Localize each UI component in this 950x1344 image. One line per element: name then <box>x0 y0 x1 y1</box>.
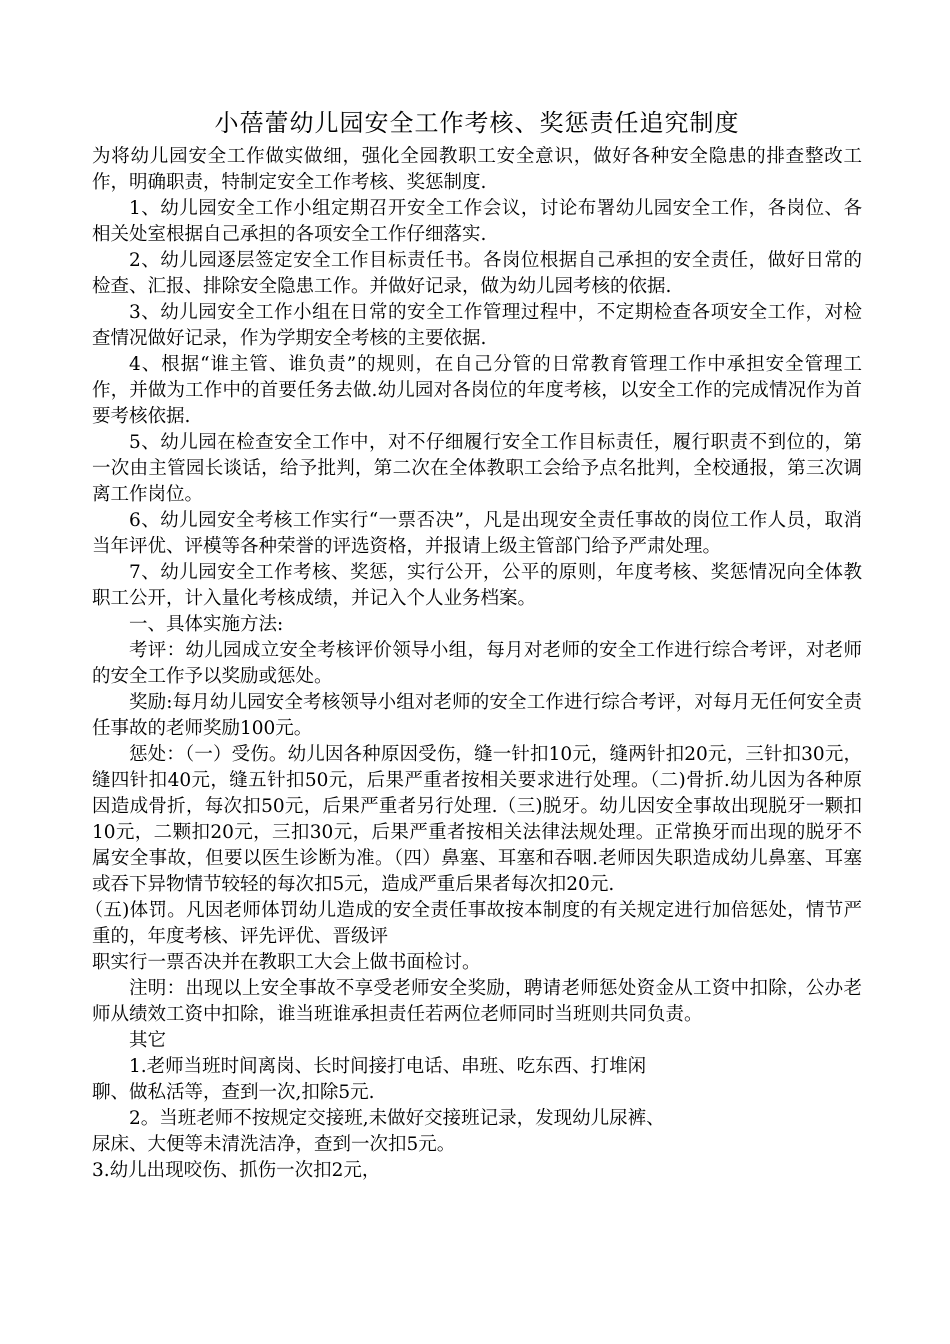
other-item-1-line-1: 1.老师当班时间离岗、长时间接打电话、串班、吃东西、打堆闲 <box>129 1056 647 1077</box>
method-heading: 一、具体实施方法: <box>129 614 284 635</box>
other-item-3: 3.幼儿出现咬伤、抓伤一次扣2元， <box>92 1160 381 1181</box>
rule-item-2: 2、幼儿园逐层签定安全工作目标责任书。各岗位根据自己承担的安全责任，做好日常的检查、汇报、排除安全隐患工作。并做好记录，做为幼儿园考核的依据. <box>92 250 862 297</box>
intro-paragraph: 为将幼儿园安全工作做实做细，强化全园教职工安全意识，做好各种安全隐患的排查整改工作，明确职责，特制定安全工作考核、奖惩制度. <box>92 146 862 193</box>
note-paragraph: 注明：出现以上安全事故不享受老师安全奖励，聘请老师惩处资金从工资中扣除，公办老师从绩效工资中扣除，谁当班谁承担责任若两位老师同时当班则共同负责。 <box>92 978 862 1025</box>
other-item-2-line-2: 尿床、大便等未清洗洁净，查到一次扣5元。 <box>92 1134 456 1155</box>
document-title: 小蓓蕾幼儿园安全工作考核、奖惩责任追究制度 <box>214 109 740 137</box>
other-item-2-line-1: 2。当班老师不按规定交接班,未做好交接班记录，发现幼儿尿裤、 <box>129 1108 665 1129</box>
document-page <box>84 106 862 1184</box>
corporal-punishment-line-2: 职实行一票否决并在教职工大会上做书面检讨。 <box>92 952 481 973</box>
other-heading: 其它 <box>129 1030 167 1051</box>
rule-item-1: 1、幼儿园安全工作小组定期召开安全工作会议，讨论布署幼儿园安全工作，各岗位、各相关处室根据自己承担的各项安全工作仔细落实. <box>92 198 862 245</box>
other-item-1-line-2: 聊、做私活等，查到一次,扣除5元. <box>92 1082 375 1103</box>
rule-item-3: 3、幼儿园安全工作小组在日常的安全工作管理过程中，不定期检查各项安全工作，对检查情况做好记录，作为学期安全考核的主要依据. <box>92 302 862 349</box>
penalty-paragraph: 惩处：（一）受伤。幼儿因各种原因受伤，缝一针扣10元，缝两针扣20元，三针扣30元，缝四针扣40元，缝五针扣50元，后果严重者按相关要求进行处理。（二)骨折.幼儿因为各种原因造成骨折，每次扣50元，后果严重者另行处理.（三)脱牙。幼儿因安全事故出现脱牙一颗扣10元，二颗扣20元，三扣30元，后果严重者按相关法律法规处理。正常换牙而出现的脱牙不属安全事故，但要以医生诊断为准。（四）鼻塞、耳塞和吞咽.老师因失职造成幼儿鼻塞、耳塞或吞下异物情节较轻的每次扣5元，造成严重后果者每次扣20元. <box>92 744 862 895</box>
reward-paragraph: 奖励:每月幼儿园安全考核领导小组对老师的安全工作进行综合考评，对每月无任何安全责任事故的老师奖励100元。 <box>92 692 862 739</box>
rule-item-7: 7、幼儿园安全工作考核、奖惩，实行公开，公平的原则，年度考核、奖惩情况向全体教职工公开，计入量化考核成绩，并记入个人业务档案。 <box>92 562 862 609</box>
corporal-punishment-line-1: （五)体罚。凡因老师体罚幼儿造成的安全责任事故按本制度的有关规定进行加倍惩处，情节严重的，年度考核、评先评优、晋级评 <box>84 900 862 947</box>
evaluation-paragraph: 考评：幼儿园成立安全考核评价领导小组，每月对老师的安全工作进行综合考评，对老师的安全工作予以奖励或惩处。 <box>92 640 862 687</box>
rule-item-4: 4、根据“谁主管、谁负责”的规则，在自己分管的日常教育管理工作中承担安全管理工作，并做为工作中的首要任务去做.幼儿园对各岗位的年度考核，以安全工作的完成情况作为首要考核依据. <box>92 354 862 427</box>
rule-item-6: 6、幼儿园安全考核工作实行“一票否决”，凡是出现安全责任事故的岗位工作人员，取消当年评优、评模等各种荣誉的评选资格，并报请上级主管部门给予严肃处理。 <box>92 510 862 557</box>
rule-item-5: 5、幼儿园在检查安全工作中，对不仔细履行安全工作目标责任，履行职责不到位的，第一次由主管园长谈话，给予批判，第二次在全体教职工会给予点名批判，全校通报，第三次调离工作岗位。 <box>92 432 862 505</box>
